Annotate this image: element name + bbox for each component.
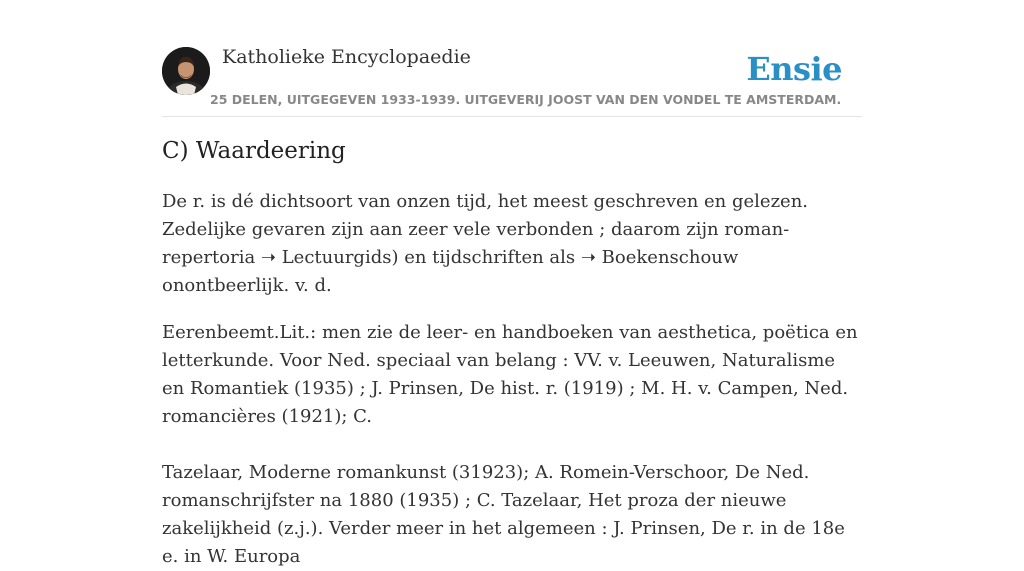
article-body <box>162 138 862 571</box>
article-heading: C) Waardeering <box>162 138 346 164</box>
source-title[interactable]: Katholieke Encyclopaedie <box>222 46 471 68</box>
article-paragraph: De r. is dé dichtsoort van onzen tijd, het meest geschreven en gelezen. Zedelijke gevaren zijn aan zeer vele verbonden ; daarom zijn roman-repertoria ➝ Lectuurgids) en tijdschriften als ➝ Boekenschouw onontbeerlijk. v. d. <box>162 191 809 296</box>
source-avatar[interactable] <box>162 47 210 95</box>
source-meta: 25 DELEN, UITGEGEVEN 1933-1939. UITGEVERIJ JOOST VAN DEN VONDEL TE AMSTERDAM. <box>210 92 842 107</box>
portrait-avatar-icon <box>162 47 210 95</box>
source-header <box>162 46 862 117</box>
article-paragraph: Tazelaar, Moderne romankunst (31923); A. Romein-Verschoor, De Ned. romanschrijfster na 1880 (1935) ; C. Tazelaar, Het proza der nieuwe zakelijkheid (z.j.). Verder meer in het algemeen : J. Prinsen, De r. in de 18e e. in W. Europa <box>162 462 845 567</box>
article-paragraph: Eerenbeemt.Lit.: men zie de leer- en handboeken van aesthetica, poëtica en letterkunde. Voor Ned. speciaal van belang : VV. v. Leeuwen, Naturalisme en Romantiek (1935) ; J. Prinsen, De hist. r. (1919) ; M. H. v. Campen, Ned. romancières (1921); C. <box>162 322 858 427</box>
brand-logo[interactable]: Ensie <box>746 50 842 88</box>
